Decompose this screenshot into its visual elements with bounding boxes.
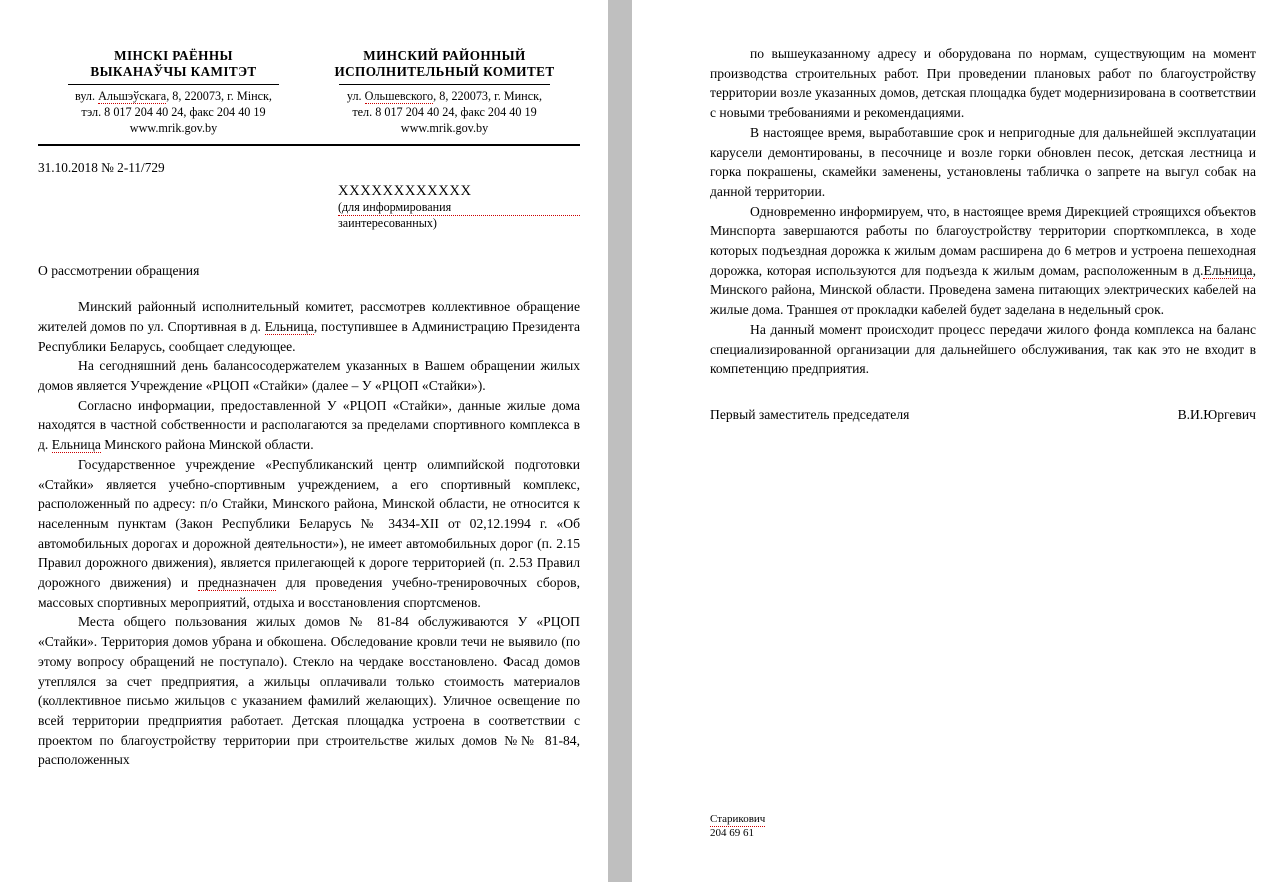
- right-page-body: [710, 44, 1256, 379]
- signature-block: [710, 407, 1256, 423]
- org-title-be-line2: ВЫКАНАЎЧЫ КАМІТЭТ: [90, 63, 257, 79]
- paragraph: На сегодняшний день балансосодержателем указанных в Вашем обращении жилых домов является Учреждение «РЦОП «Стайки» (далее – У «РЦОП «Стайки»).: [38, 358, 580, 393]
- org-address-ru: ул. Ольшевского, 8, 220073, г. Минск,: [346, 89, 543, 104]
- org-title-ru-line1: МИНСКИЙ РАЙОННЫЙ: [363, 48, 526, 63]
- paragraph: Места общего пользования жилых домов № 81-84 обслуживаются У «РЦОП «Стайки». Территория домов убрана и обкошена. Обследование кровли течи не выявило (по этому вопросу обращений не поступало). Стекло на чердаке восстановлено. Фасад домов утеплялся за счет предприятия, а жильцы оплачивали только стоимость материалов (коллективное письмо жильцов с указанием фамилий желающих). Уличное освещение по всей территории предприятия работает. Детская площадка устроена в соответствии с проектом по благоустройству территории при строительстве жилых домов №№ 81-84, расположенных: [38, 614, 580, 768]
- paragraph: Государственное учреждение «Республиканский центр олимпийской подготовки «Стайки» является учебно-спортивным учреждением, а его спортивный комплекс, расположенный по адресу: п/о Стайки, Минского района, Минской области, не относится к населенным пунктам (Закон Республики Беларусь № 3434-ХII от 02,12.1994 г. «Об автомобильных дорогах и дорожной деятельности»), не имеет автомобильных дорог (п. 2.15 Правил дорожного движения), является прилегающей к дороге территорией (п. 2.53 Правил дорожного движения) и предназначен для проведения учебно-тренировочных сборов, массовых спортивных мероприятий, отдыха и восстановления спортсменов.: [38, 456, 580, 610]
- org-site-ru: www.mrik.gov.by: [400, 120, 489, 135]
- addressee-note-line2: заинтересованных): [338, 216, 437, 231]
- paragraph: В настоящее время, выработавшие срок и непригодные для дальнейшей эксплуатации карусели демонтированы, в песочнице и возле горки обновлен песок, детская лестница и горка покрашены, скамейки заменены, установлены табличка о запрете на выгул собак на данной территории.: [710, 124, 1256, 199]
- org-site-be: www.mrik.gov.by: [129, 120, 218, 135]
- signer-name: В.И.Юргевич: [1177, 406, 1256, 422]
- letterhead-divider-ru: [339, 84, 550, 85]
- letterhead-russian: [309, 48, 580, 137]
- org-title-ru-line2: ИСПОЛНИТЕЛЬНЫЙ КОМИТЕТ: [334, 63, 555, 79]
- left-page-body: [38, 297, 580, 770]
- executor-block: [710, 813, 765, 840]
- paragraph: Одновременно информируем, что, в настоящее время Дирекцией строящихся объектов Минспорта завершаются работы по благоустройству территории спорткомплекса, в ходе которых подъездная дорожка к жилым домам расширена до 6 метров и устроена пешеходная дорожка, которая используются для подъезда к жилым домам, расположенным в д.Ельница, Минского района, Минской области. Проведена замена питающих электрических кабелей на жилые дома. Траншея от прокладки кабелей будет заделана в недельный срок.: [710, 203, 1256, 318]
- document-date-number: 31.10.2018 № 2-11/729: [38, 159, 165, 175]
- addressee-block: [338, 182, 580, 231]
- paragraph: На данный момент происходит процесс передачи жилого фонда комплекса на баланс специализированной организации для дальнейшего обслуживания, так как это не входит в компетенцию предприятия.: [710, 321, 1256, 377]
- paragraph: по вышеуказанному адресу и оборудована по нормам, существующим на момент производства строительных работ. При проведении плановых работ по благоустройству территории возле указанных домов, детская площадка будет модернизирована в соответствии с новыми требованиями и рекомендациями.: [710, 46, 1256, 121]
- addressee-note-line1: (для информирования: [338, 200, 580, 216]
- page-right: [632, 0, 1280, 882]
- org-title-be-line1: МІНСКІ РАЁННЫ: [114, 48, 233, 63]
- addressee-name: XXXXXXXXXXXX: [338, 182, 472, 199]
- letterhead: [38, 48, 580, 137]
- executor-phone: 204 69 61: [710, 827, 754, 840]
- org-phone-ru: тел. 8 017 204 40 24, факс 204 40 19: [352, 105, 537, 120]
- paragraph: Согласно информации, предоставленной У «РЦОП «Стайки», данные жилые дома находятся в частной собственности и располагаются за пределами спортивного комплекса в д. Ельница Минского района Минской области.: [38, 397, 580, 453]
- signer-position: Первый заместитель председателя: [710, 406, 910, 422]
- letterhead-belarusian: [38, 48, 309, 137]
- document-subject: О рассмотрении обращения: [38, 263, 200, 279]
- org-address-be: вул. Альшэўскага, 8, 220073, г. Мінск,: [75, 89, 272, 104]
- paragraph: Минский районный исполнительный комитет, рассмотрев коллективное обращение жителей домов по ул. Спортивная в д. Ельница, поступившее в Администрацию Президента Республики Беларусь, сообщает следующее.: [38, 299, 580, 354]
- page-gutter: [608, 0, 632, 882]
- letterhead-divider-be: [68, 84, 279, 85]
- page-left: [0, 0, 608, 882]
- letterhead-rule: [38, 144, 580, 146]
- org-phone-be: тэл. 8 017 204 40 24, факс 204 40 19: [81, 105, 266, 120]
- executor-name: Старикович: [710, 813, 766, 826]
